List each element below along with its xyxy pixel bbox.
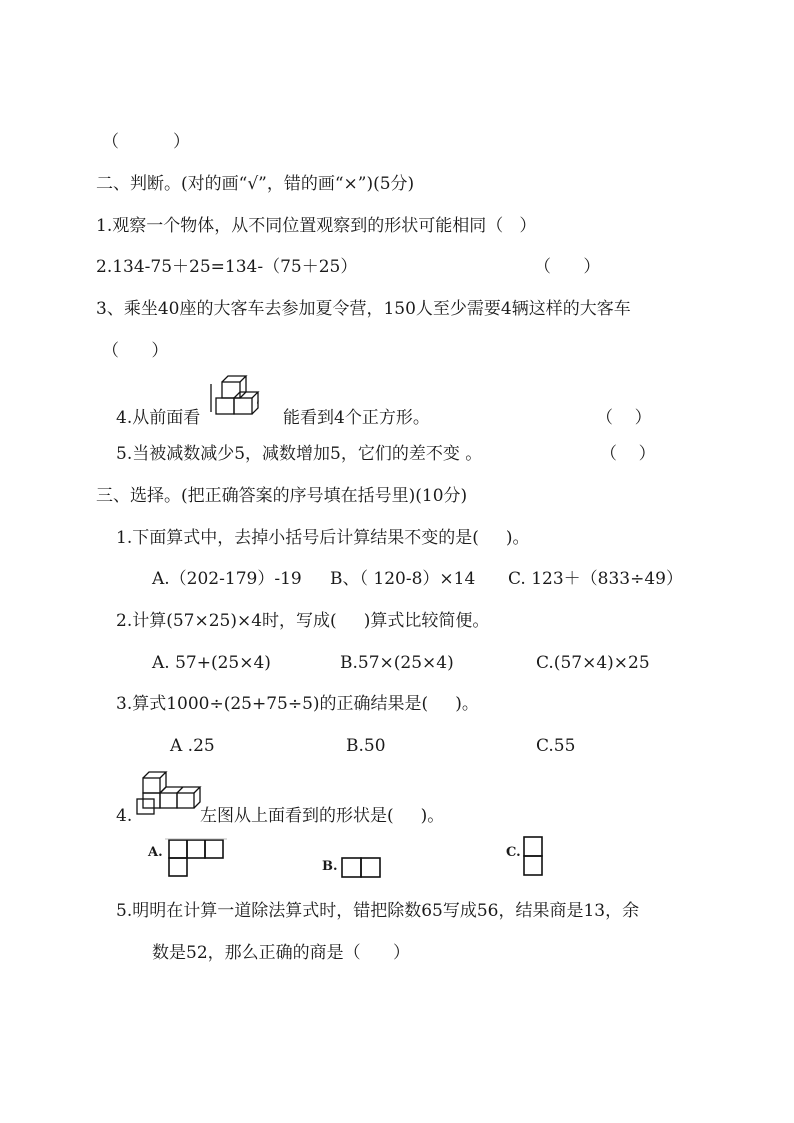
- s3-q2-option-a[interactable]: A. 57+(25×4): [152, 653, 271, 673]
- section-2-title: 二、判断。(对的画“√”，错的画“×”)(5分): [96, 174, 415, 194]
- s3-question-3: 3.算式1000÷(25+75÷5)的正确结果是( )。: [116, 694, 479, 714]
- s3-q4-option-c-label[interactable]: C.: [506, 845, 521, 860]
- s2-q4-answer-blank[interactable]: （ ）: [596, 408, 652, 428]
- s3-q1-options: [0, 569, 794, 649]
- s2-q2-answer-blank[interactable]: （ ）: [534, 257, 601, 277]
- s3-q1-option-c[interactable]: C. 123＋（833÷49）: [508, 569, 683, 589]
- s3-q3-option-b[interactable]: B.50: [346, 736, 386, 756]
- s3-question-5-line1: 5.明明在计算一道除法算式时，错把除数65写成56，结果商是13，余: [116, 901, 640, 921]
- s2-question-4-suffix: 能看到4个正方形。: [283, 408, 430, 428]
- s3-question-4-number: 4.: [116, 806, 133, 826]
- s2-question-1: 1.观察一个物体，从不同位置观察到的形状可能相同（ ）: [96, 216, 537, 236]
- front-view-cubes-figure: [208, 372, 263, 418]
- continuation-answer-blank[interactable]: （ ）: [102, 132, 191, 152]
- s2-q5-answer-blank[interactable]: （ ）: [600, 444, 656, 464]
- s3-question-2: 2.计算(57×25)×4时，写成( )算式比较简便。: [116, 611, 490, 631]
- s3-q2-options: [0, 653, 794, 733]
- s3-q2-option-b[interactable]: B.57×(25×4): [340, 653, 454, 673]
- s3-q4-option-a-label[interactable]: A.: [148, 845, 163, 860]
- s3-q4-option-b-shape[interactable]: [339, 855, 383, 881]
- s3-q4-option-a-shape[interactable]: [165, 836, 229, 878]
- section-3-title: 三、选择。(把正确答案的序号填在括号里)(10分): [96, 486, 468, 506]
- s3-question-5-line2: 数是52，那么正确的商是（ ）: [152, 943, 411, 963]
- s2-question-5: 5.当被减数减少5，减数增加5，它们的差不变 。: [116, 444, 483, 464]
- s2-question-3-line1: 3、乘坐40座的大客车去参加夏令营，150人至少需要4辆这样的大客车: [96, 299, 631, 319]
- s3-q3-option-a[interactable]: A .25: [170, 736, 215, 756]
- svg-text:,: ,: [256, 391, 260, 405]
- s3-q3-option-c[interactable]: C.55: [536, 736, 576, 756]
- s3-q4-option-b-label[interactable]: B.: [322, 859, 338, 874]
- cube-stack-figure: [134, 768, 200, 818]
- s3-q4-option-c-shape[interactable]: [520, 834, 546, 880]
- s3-question-1: 1.下面算式中，去掉小括号后计算结果不变的是( )。: [116, 528, 530, 548]
- s3-q1-option-a[interactable]: A.（202-179）-19: [152, 569, 302, 589]
- s2-question-4-prefix: 4.从前面看: [116, 408, 201, 428]
- s3-q3-options: [0, 736, 794, 816]
- s3-question-4: 左图从上面看到的形状是( )。: [200, 806, 445, 826]
- s2-q3-answer-blank[interactable]: （ ）: [102, 341, 169, 361]
- s3-q2-option-c[interactable]: C.(57×4)×25: [536, 653, 650, 673]
- s3-q1-option-b[interactable]: B、（ 120-8）×14: [330, 569, 476, 589]
- s2-question-2: 2.134-75＋25=134-（75＋25）: [96, 257, 358, 277]
